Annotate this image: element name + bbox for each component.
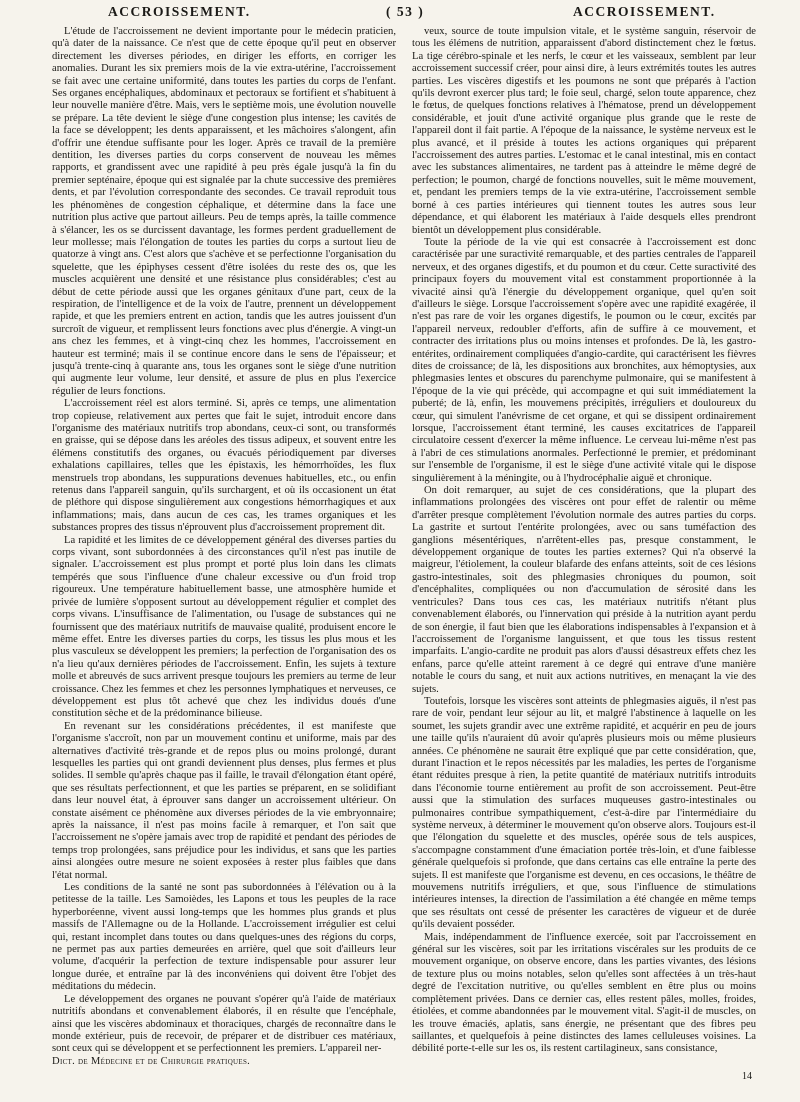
header-right-title: ACCROISSEMENT. — [573, 4, 716, 19]
dictionary-footer: Dict. de Médecine et de Chirurgie pratiques. — [52, 1055, 251, 1067]
right-text-column — [412, 26, 756, 1096]
paragraph: L'accroissement réel est alors terminé. Si, après ce temps, une alimentation trop copieuse, relativement aux pertes que fait le sujet, introduit encore dans l'organisme des matériaux nutritifs trop abondans, ceux-ci sont, ou transformés en graisse, qui se dépose dans les aréoles des tissus adipeux, et souvent entre les élémens constitutifs des organes, ou évacués périodiquement par diverses exhalations capillaires, telles que les épistaxis, les hémorrhoïdes, les flux menstruels trop abondans, les suppurations devenues habituelles, etc., ou enfin retenus dans l'appareil sanguin, qu'ils surchargent, et où ils occasionent un état de pléthore qui dispose singulièrement aux congestions hémorrhagiques et aux inflammations; mais, dans aucun de ces cas, les trames organiques et les substances propres des tissus n'éprouvent plus d'accroissement proprement dit. — [52, 398, 396, 534]
signature-marker: 14 — [742, 1071, 752, 1082]
paragraph: On doit remarquer, au sujet de ces considérations, que la plupart des inflammations prolongées des viscères ont pour effet de ralentir ou même d'arrêter presque complètement l'évolution normale des autres parties du corps. La gastrite et surtout l'entérite prolongées, avec ou sans tuméfaction des ganglions mésentériques, n'arrêtent-elles pas, presque constamment, le développement organique de toutes les parties externes? Qui n'a observé la maigreur, l'étiolement, la couleur blafarde des enfans atteints, soit de ces lésions gastro-intestinales, soit des phlegmasies chroniques du poumon, soit d'encéphalites, compliquées ou non d'accumulation de sérosité dans les ventricules? Dans tous ces cas, les matériaux nutritifs n'étant plus convenablement élaborés, ou l'innervation qui préside à la nutrition ayant perdu de son énergie, il faut bien que les élaborations indispensables à l'expansion et à l'accroissement de l'organisme languissent, et que tous les tissus restent imparfaits. L'angio-cardite ne produit pas alors d'aussi désastreux effets chez les enfans, parce qu'elle atteint rarement à ce degré qui entrave d'une manière notable le cours du sang, et nuit aux actions nutritives, en menaçant la vie des sujets. — [412, 485, 756, 695]
paragraph: Le développement des organes ne pouvant s'opérer qu'à l'aide de matériaux nutritifs abondans et convenablement élaborés, il en résulte que l'encéphale, ainsi que les viscères abdominaux et thoraciques, chargés de reconnaître dans le monde extérieur, puis de recevoir, de préparer et de distribuer ces matériaux, sont ceux qui se développent et se perfectionnent les premiers. L'appareil ner- — [52, 993, 396, 1055]
running-header — [0, 4, 800, 24]
paragraph: Les conditions de la santé ne sont pas subordonnées à l'élévation ou à la petitesse de la taille. Les Samoièdes, les Lapons et tous les peuples de la race hyperboréenne, vivent aussi long-temps que les hommes plus grands et plus massifs de l'Allemagne ou de la Hollande. L'accroissement irrégulier est celui qui, restant incomplet dans toutes ou dans quelques-unes des régions du corps, ne permet pas aux parties demeurées en arrière, quel que soit d'ailleurs leur volume, d'acquérir la perfection de texture indispensable pour assurer leur longue durée, et entraîne par là des inconvéniens qui doivent être l'objet des méditations du médecin. — [52, 882, 396, 993]
paragraph: En revenant sur les considérations précédentes, il est manifeste que l'organisme s'accroît, non par un mouvement continu et uniforme, mais par des alternatives d'activité très-grande et de repos plus ou moins prolongé, durant lesquelles les parties qui ont grandi deviennent plus denses, plus fermes et plus solides. Il semble qu'après chaque pas il faille, le travail d'élongation étant opéré, que ses résultats perfectionnent, et que les parties se préparent, en se solidifiant dans leur nouvel état, à éprouver sans danger un accroissement ultérieur. On constate aisément ce phénomène aux diverses périodes de la vie embryonnaire; après la naissance, il n'est pas moins facile à remarquer, et l'on sait que l'accroissement ne s'opère jamais avec trop de rapidité et pendant des périodes de temps trop prolongées, sans préjudice pour les individus, et sans que les parties ainsi alongées outre mesure ne soient exposées à rester plus faibles que dans l'état normal. — [52, 720, 396, 881]
paragraph: La rapidité et les limites de ce développement général des diverses parties du corps vivant, sont subordonnées à des circonstances qu'il n'est pas inutile de signaler. L'accroissement est plus prompt et porté plus loin dans les climats tempérés que sous l'influence d'une chaleur excessive ou d'un froid trop rigoureux. Une température habituellement basse, une atmosphère humide et privée de lumière s'opposent surtout au développement régulier et complet des corps vivans. L'insuffisance de l'alimentation, ou l'usage de substances qui ne fournissent que des matériaux nutritifs de mauvaise qualité, produisent encore le même effet. Entre les diverses parties du corps, les tissus les plus mous et les plus vasculeux se développent les premiers; la perfection de l'organisation des os n'a lieu qu'aux dernières périodes de l'accroissement. Enfin, les sujets à texture molle et abreuvés de sucs arrivent presque toujours les premiers au terme de leur croissance. Chez les femmes et chez les personnes lymphatiques et nerveuses, ce développement est plus tôt achevé que chez les individus doués d'une constitution sèche et de la prédominance bilieuse. — [52, 534, 396, 720]
paragraph: Toutefois, lorsque les viscères sont atteints de phlegmasies aiguës, il n'est pas rare de voir, pendant leur séjour au lit, et malgré l'abstinence à laquelle on les soumet, les sujets grandir avec une extrême rapidité, et acquérir en peu de jours une taille qu'ils n'auraient dû avoir qu'après plusieurs mois ou même plusieurs années. Ce phénomène ne saurait être expliqué que par cette considération, que, durant l'inaction et le repos nécessités par les maladies, les pertes de l'organisme étant réduites presque à rien, la petite quantité de matériaux nutritifs introduits dans l'économie tourne entièrement au profit de son accroissement. Peut-être aussi que la stimulation des surfaces muqueuses gastro-intestinales ou pulmonaires contribue sympathiquement, c'est-à-dire par l'intermédiaire du système nerveux, à déterminer le mouvement qu'on observe alors. Toujours est-il que l'élongation du squelette et des muscles, opérée sous de tels auspices, s'accompagne constamment d'une émaciation portée très-loin, et d'une faiblesse générale quelquefois si profonde, que dans certains cas elle entraîne la perte des sujets. Il est manifeste que l'organisme est devenu, en ces occasions, le théâtre de mouvemens nutritifs irréguliers, et que, sous l'influence de stimulations intérieures intenses, la direction de l'assimilation a été changée en même temps que ses résultats ont cessé de présenter les caractères de vigueur et de durée qu'ils devaient posséder. — [412, 695, 756, 931]
left-text-column — [52, 26, 396, 1096]
header-page-number: ( 53 ) — [386, 4, 425, 19]
paragraph: veux, source de toute impulsion vitale, et le système sanguin, réservoir de tous les élémens de nutrition, apparaissent d'abord distinctement chez le fœtus. La tige cérébro-spinale et les nerfs, le cœur et les vaisseaux, semblent par leur accroissement successif créer, pour ainsi dire, à leurs extrémités toutes les autres parties. Les viscères digestifs et les poumons ne sont que préparés à l'action qu'ils devront exercer plus tard; le foie seul, chargé, selon toute apparence, chez le fœtus, de quelques fonctions relatives à l'hématose, prend un développement considérable, et jouit d'une activité organique plus grande que le reste de l'appareil dont il fait partie. A l'époque de la naissance, le système nerveux est le plus avancé, et il préside à toutes les actions organiques qui préparent l'accroissement des autres parties. L'estomac et le canal intestinal, mis en contact avec les substances alimentaires, ne tardent pas à atteindre le même degré de perfection; le poumon, chargé de fonctions nouvelles, suit le même mouvement, et, pendant les premiers temps de la vie extra-utérine, l'accroissement semble borné à ces parties intérieures qui tiennent toutes les autres sous leur dépendance, et qui élaborent les matériaux à l'aide desquels elles prendront bientôt un développement plus considérable. — [412, 26, 756, 236]
paragraph: Toute la période de la vie qui est consacrée à l'accroissement est donc caractérisée par une suractivité remarquable, et des parties centrales de l'appareil nerveux, et des organes digestifs, et du poumon et du cœur. Cette suractivité des principaux foyers du mouvement vital est constamment proportionnée à la vivacité ainsi qu'à l'énergie du développement organique, quel qu'en soit d'ailleurs le siège. Lorsque l'accroissement s'opère avec une rapidité exagérée, il n'est pas rare de voir les organes digestifs, le poumon ou le cœur, excités par l'appareil nerveux, redoubler d'efforts, afin de suffire à ce mouvement, et contracter des irritations plus ou moins intenses et profondes. De là, les gastro-entérites, ordinairement compliquées d'angio-cardite, qui caractérisent les fièvres dites de croissance; de là, les dispositions aux bronchites, aux hémoptysies, aux phlegmasies lentes et obscures du parenchyme pulmonaire, qui se manifestent à l'époque de la vie qui précède, qui accompagne et qui suit immédiatement la puberté; de là, enfin, les mouvemens précipités, irréguliers et douloureux du cœur, qui simulent l'anévrisme de cet organe, et qui se dissipent ordinairement lorsque, l'accroissement étant terminé, les causes excitatrices de l'appareil circulatoire cessent d'exercer la même influence. Le cerveau lui-même n'est pas à l'abri de ces stimulations anormales. Perfectionné le premier, et prédominant sur l'ensemble de l'organisme, il est le siège d'une activité vitale qui le dispose singulièrement à la méningite, ou à l'hydrocéphalie aiguë et chronique. — [412, 236, 756, 484]
header-left-title: ACCROISSEMENT. — [108, 4, 251, 19]
paragraph: L'étude de l'accroissement ne devient importante pour le médecin praticien, qu'à dater de la naissance. Ce n'est que de cette époque qu'il peut en observer directement les diverses périodes, en diriger les efforts, en corriger les anomalies. Durant les six premiers mois de la vie extra-utérine, l'accroissement se fait avec une certaine uniformité, dans toutes les parties du corps de l'enfant. Ses organes encéphaliques, abdominaux et pectoraux se fortifient et s'habituent à leur nouvelle manière d'être. Mais, vers le septième mois, une évolution nouvelle se prépare. La tête devient le siège d'une congestion plus intense; les cavités de la face se développent; les dents apparaissent, et les mâchoires s'alongent, afin d'offrir une étendue suffisante pour les loger. Après ce travail de la première dentition, les diverses parties du corps conservent de nouveau les mêmes rapports, et grandissent avec une rapidité à peu près égale jusqu'à la fin du premier septénaire, époque qui est signalée par la chute successive des premières dents, et par l'évolution correspondante des secondes. Ce travail reproduit tous les phénomènes de congestion céphalique, et détermine dans la face une nutrition plus active que partout ailleurs. Peu de temps après, la taille commence à s'élancer, les os se durcissent davantage, les formes perdent graduellement de leur mollesse; mais l'élongation de toutes les parties du corps a surtout lieu de quatorze à vingt ans. C'est alors que s'achève et se perfectionne l'organisation du squelette, que les épiphyses cessent d'être isolées du reste des os, que les muscles acquièrent une densité et une résistance plus considérables; c'est au début de cette période aussi que les organes génitaux d'une part, ceux de la respiration, de l'intelligence et de la voix de l'autre, prennent un développement rapide, et que les premiers entrent en action, tandis que les autres jouissent d'un surcroît de vigueur, et remplissent leurs fonctions avec plus d'énergie. A vingt-un ans chez les femmes, et à vingt-cinq chez les hommes, l'accroissement en hauteur est terminé; mais il se continue encore dans le sens de l'épaisseur; et jusqu'à trente-cinq à quarante ans, tous les organes sont le siège d'une nutrition qui augmente leur volume, leur densité, et assure de plus en plus l'exercice régulier de leurs fonctions. — [52, 26, 396, 397]
paragraph: Mais, indépendamment de l'influence exercée, soit par l'accroissement en général sur les viscères, soit par les irritations viscérales sur les produits de ce mouvement organique, on observe encore, dans les parties vivantes, des lésions de texture plus ou moins notables, selon qu'elles sont affectées à un très-haut degré de l'excitation nutritive, ou qu'elles semblent en être plus ou moins complètement privées. Dans ce dernier cas, elles restent pâles, molles, froides, étiolées, et comme abandonnées par le mouvement vital. S'agit-il de muscles, on les trouve émaciés, aplatis, sans énergie, ne présentant que des fibres peu saillantes, et quelquefois à peine distinctes des lames celluleuses voisines. La débilité porte-t-elle sur les os, ils restent cartilagineux, sans consistance, — [412, 931, 756, 1055]
